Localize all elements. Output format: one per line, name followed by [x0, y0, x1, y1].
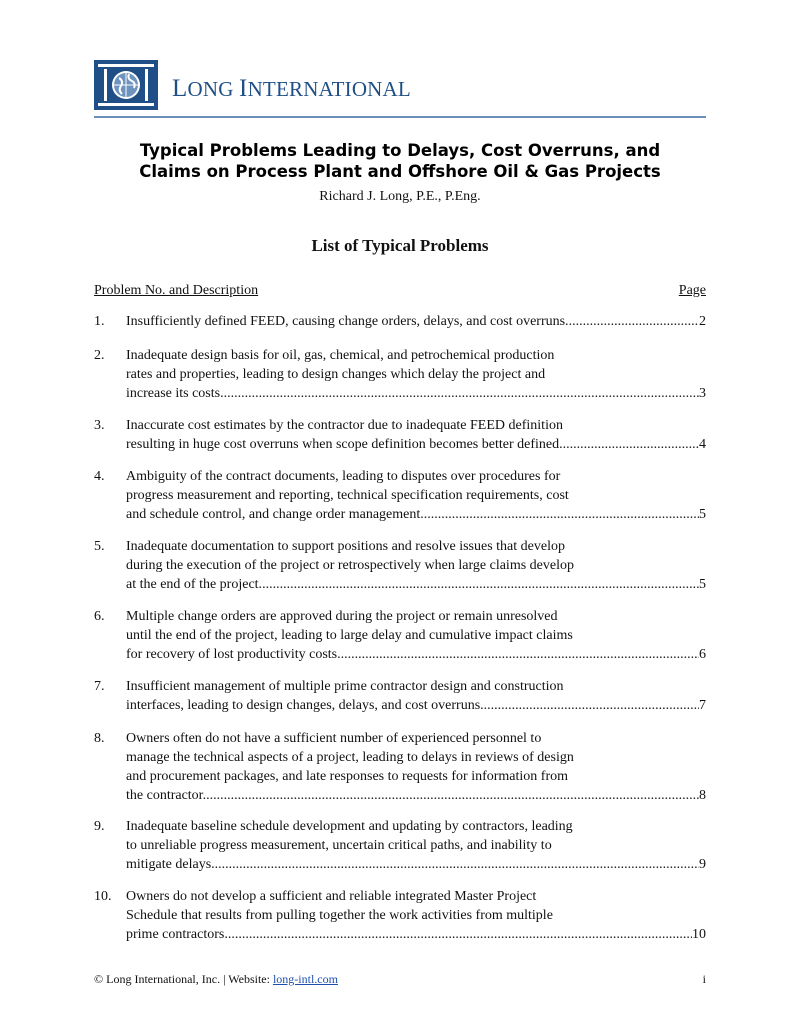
- problem-line: resulting in huge cost overruns when scope definition becomes better defined.: [126, 437, 563, 452]
- list-heading: List of Typical Problems: [311, 236, 489, 255]
- problem-line: Insufficiently defined FEED, causing change orders, delays, and cost overruns.: [126, 314, 569, 329]
- problem-last-line: [126, 855, 706, 874]
- problem-description: [126, 817, 706, 874]
- dot-leader: [206, 786, 699, 805]
- problem-line: rates and properties, leading to design changes which delay the project and: [126, 367, 546, 382]
- problem-number: 6.: [94, 609, 105, 624]
- page-reference: 8: [699, 788, 706, 803]
- problem-description: [126, 346, 706, 403]
- problem-line: for recovery of lost productivity costs.: [126, 647, 341, 662]
- dot-leader: [424, 505, 699, 524]
- problem-number: 9.: [94, 819, 105, 834]
- page-reference: 6: [699, 647, 706, 662]
- page-reference: 5: [699, 507, 706, 522]
- long-international-logo-icon: [94, 60, 158, 110]
- problem-line: to unreliable progress measurement, uncertain critical paths, and inability to: [126, 838, 552, 853]
- problem-description: [126, 729, 706, 805]
- dot-leader: [563, 435, 699, 454]
- dot-leader: [569, 312, 699, 331]
- problem-last-line: [126, 384, 706, 403]
- problem-number: 1.: [94, 314, 105, 329]
- problem-line: Multiple change orders are approved during the project or remain unresolved: [126, 609, 558, 624]
- dot-leader: [228, 925, 692, 944]
- problem-line: Inadequate baseline schedule development and updating by contractors, leading: [126, 819, 573, 834]
- problem-number: 10.: [94, 889, 112, 904]
- problem-number: 3.: [94, 418, 105, 433]
- problem-line: increase its costs.: [126, 386, 224, 401]
- column-header-description: Problem No. and Description: [94, 283, 259, 298]
- dot-leader: [262, 575, 699, 594]
- problem-line: at the end of the project.: [126, 577, 263, 592]
- column-header-page: Page: [678, 283, 706, 298]
- problem-number: 2.: [94, 348, 105, 363]
- problem-line: the contractor.: [126, 788, 207, 803]
- problem-line: Ambiguity of the contract documents, leading to disputes over procedures for: [126, 469, 561, 484]
- footer: [94, 972, 706, 987]
- problem-last-line: [126, 312, 706, 331]
- problem-number: 8.: [94, 731, 105, 746]
- problem-number: 7.: [94, 679, 105, 694]
- problem-description: [126, 312, 706, 331]
- problem-description: [126, 467, 706, 524]
- problem-last-line: [126, 696, 706, 715]
- problem-line: Schedule that results from pulling together the work activities from multiple: [126, 908, 553, 923]
- problem-last-line: [126, 645, 706, 664]
- problem-line: and procurement packages, and late responses to requests for information from: [126, 769, 569, 784]
- problem-line: until the end of the project, leading to large delay and cumulative impact claims: [126, 628, 573, 643]
- problem-last-line: [126, 786, 706, 805]
- problem-line: Owners do not develop a sufficient and reliable integrated Master Project: [126, 889, 537, 904]
- problem-line: and schedule control, and change order management.: [126, 507, 424, 522]
- dot-leader: [224, 384, 699, 403]
- problem-line: progress measurement and reporting, technical specification requirements, cost: [126, 488, 569, 503]
- website-link[interactable]: long-intl.com: [272, 972, 338, 986]
- company-name: LONG INTERNATIONAL: [172, 75, 411, 102]
- problem-last-line: [126, 505, 706, 524]
- problem-last-line: [126, 925, 706, 944]
- problem-description: [126, 677, 706, 715]
- header-divider: [94, 116, 706, 118]
- footer-copyright: © Long International, Inc. | Website:: [94, 972, 273, 986]
- problem-description: [126, 416, 706, 454]
- problem-description: [126, 887, 706, 944]
- dot-leader: [341, 645, 699, 664]
- letterhead: [94, 60, 706, 118]
- problem-line: Inadequate design basis for oil, gas, chemical, and petrochemical production: [126, 348, 555, 363]
- footer-page-number: i: [702, 972, 706, 986]
- problem-line: Inadequate documentation to support positions and resolve issues that develop: [126, 539, 565, 554]
- problem-number: 5.: [94, 539, 105, 554]
- page-reference: 7: [699, 698, 706, 713]
- problem-line: interfaces, leading to design changes, delays, and cost overruns.: [126, 698, 484, 713]
- page-reference: 2: [699, 314, 706, 329]
- problem-last-line: [126, 435, 706, 454]
- problem-number: 4.: [94, 469, 105, 484]
- dot-leader: [484, 696, 699, 715]
- problem-line: Owners often do not have a sufficient number of experienced personnel to: [126, 731, 542, 746]
- problem-line: prime contractors.: [126, 927, 228, 942]
- problem-description: [126, 607, 706, 664]
- problem-line: manage the technical aspects of a project, leading to delays in reviews of design: [126, 750, 574, 765]
- page-reference: 3: [699, 386, 706, 401]
- problem-line: during the execution of the project or retrospectively when large claims develop: [126, 558, 574, 573]
- page-reference: 5: [699, 577, 706, 592]
- page-reference: 10: [692, 927, 706, 942]
- page-reference: 4: [699, 437, 706, 452]
- problem-description: [126, 537, 706, 594]
- page-reference: 9: [699, 857, 706, 872]
- problem-line: Inaccurate cost estimates by the contractor due to inadequate FEED definition: [126, 418, 563, 433]
- problem-line: Insufficient management of multiple prime contractor design and construction: [126, 679, 564, 694]
- problem-last-line: [126, 575, 706, 594]
- problem-line: mitigate delays.: [126, 857, 215, 872]
- author-line: Richard J. Long, P.E., P.Eng.: [319, 189, 481, 204]
- document-title: Typical Problems Leading to Delays, Cost Overruns, and Claims on Process Plant and Offshore Oil & Gas Projects: [139, 141, 661, 181]
- dot-leader: [215, 855, 699, 874]
